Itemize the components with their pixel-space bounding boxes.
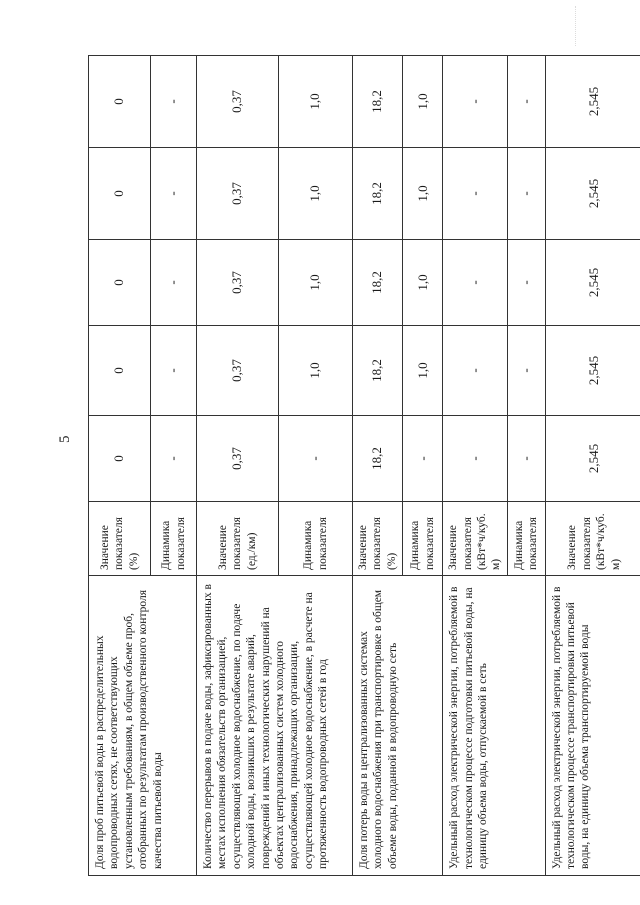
indicator-value: 0,37	[197, 148, 279, 240]
indicator-value: 18,2	[353, 326, 403, 416]
indicator-value: 2,545	[545, 148, 640, 240]
indicator-value: 1,0	[279, 326, 353, 416]
indicator-description: Доля проб питьевой воды в распределительных водопроводных сетях, не соответствующих установленным требованиям, в общем объеме проб, отобранных по результатам производственного контроля качества питьевой воды	[89, 576, 197, 876]
indicator-value: 0	[89, 56, 151, 148]
indicator-value: -	[151, 56, 197, 148]
indicator-value: -	[507, 416, 545, 502]
indicator-value: -	[403, 416, 443, 502]
indicator-value: -	[151, 240, 197, 326]
indicator-value: -	[443, 240, 508, 326]
scan-artifact	[575, 6, 636, 46]
table-row	[545, 56, 640, 876]
indicator-value: -	[151, 326, 197, 416]
indicator-value: 0,37	[197, 56, 279, 148]
indicator-value: -	[151, 416, 197, 502]
indicator-value: 18,2	[353, 56, 403, 148]
indicator-label: Значение показателя (кВт*ч/куб. м)	[443, 502, 508, 576]
indicator-description: Доля потерь воды в централизованных системах холодного водоснабжения при транспортировке в общем объеме воды, поданной в водопроводную сеть	[353, 576, 443, 876]
table-row	[353, 56, 403, 876]
indicator-value: -	[279, 416, 353, 502]
indicator-value: 1,0	[403, 240, 443, 326]
indicator-value: 0,37	[197, 416, 279, 502]
indicator-value: 1,0	[279, 56, 353, 148]
indicator-value: 18,2	[353, 240, 403, 326]
indicator-label: Динамика показателя	[151, 502, 197, 576]
indicator-description: Удельный расход электрической энергии, потребляемой в технологическом процессе подготовки питьевой воды, на единицу объема воды, отпускаемой в сеть	[443, 576, 546, 876]
indicator-value: 18,2	[353, 416, 403, 502]
indicator-value: 0,37	[197, 326, 279, 416]
indicator-value: 0	[89, 240, 151, 326]
indicator-label: Динамика показателя	[403, 502, 443, 576]
indicator-label: Значение показателя (ед./км)	[197, 502, 279, 576]
indicator-value: 0	[89, 416, 151, 502]
indicator-value: 0	[89, 326, 151, 416]
indicator-value: 1,0	[403, 56, 443, 148]
indicator-value: -	[507, 240, 545, 326]
indicator-label: Динамика показателя	[507, 502, 545, 576]
indicator-label: Значение показателя (%)	[353, 502, 403, 576]
indicator-value: -	[443, 416, 508, 502]
indicators-table	[88, 55, 640, 876]
page-number: 5	[57, 435, 73, 443]
indicator-value: -	[507, 56, 545, 148]
indicator-value: 0,37	[197, 240, 279, 326]
indicator-description: Удельный расход электрической энергии, потребляемой в технологическом процессе транспортировки питьевой воды, на единицу объема транспортируемой воды	[545, 576, 640, 876]
indicator-value: 1,0	[279, 240, 353, 326]
table-row	[443, 56, 508, 876]
indicator-value: 18,2	[353, 148, 403, 240]
indicator-value: -	[443, 326, 508, 416]
indicator-value: 2,545	[545, 240, 640, 326]
indicator-value: -	[443, 148, 508, 240]
indicator-label: Значение показателя (%)	[89, 502, 151, 576]
indicator-value: 2,545	[545, 326, 640, 416]
indicator-value: -	[507, 326, 545, 416]
indicator-value: 2,545	[545, 56, 640, 148]
indicator-value: 1,0	[403, 148, 443, 240]
indicator-value: -	[151, 148, 197, 240]
indicator-label: Динамика показателя	[279, 502, 353, 576]
indicator-value: -	[443, 56, 508, 148]
indicator-value: 2,545	[545, 416, 640, 502]
rotated-table-wrapper	[88, 56, 632, 876]
table-row	[197, 56, 279, 876]
indicator-value: 0	[89, 148, 151, 240]
indicator-value: -	[507, 148, 545, 240]
indicator-description: Количество перерывов в подаче воды, зафиксированных в местах исполнения обязательств организацией, осуществляющей холодное водоснабжение, по подаче холодной воды, возникших в результате аварий, повреждений и иных технологических нарушений на объектах централизованных систем холодного водоснабжения, принадлежащих организации, осуществляющей холодное водоснабжение, в расчете на протяженность водопроводных сетей в год	[197, 576, 353, 876]
indicator-value: 1,0	[279, 148, 353, 240]
indicator-label: Значение показателя (кВт*ч/куб. м)	[545, 502, 640, 576]
indicator-value: 1,0	[403, 326, 443, 416]
table-row	[89, 56, 151, 876]
